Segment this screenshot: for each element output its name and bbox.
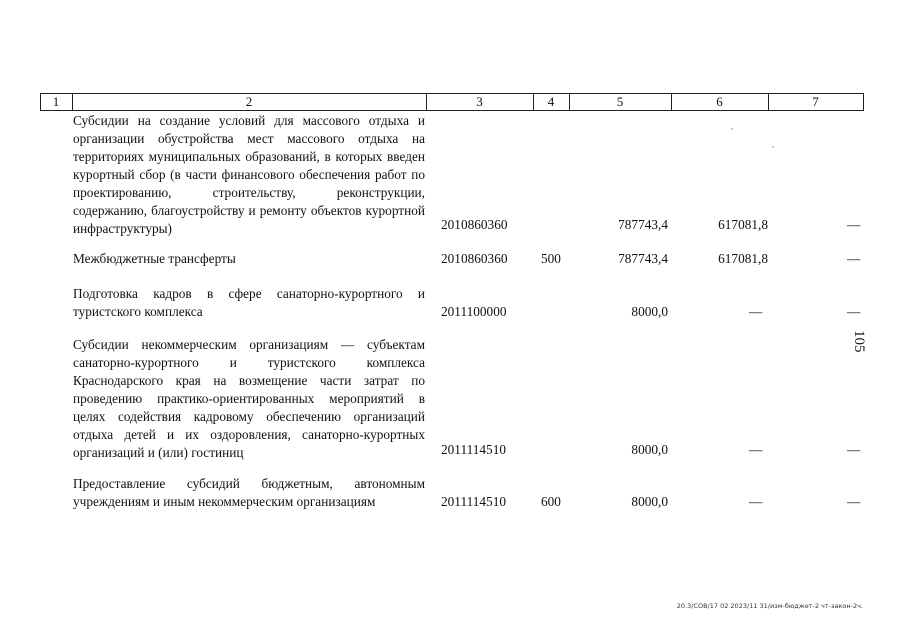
row-1-col5-value: 787743,4 xyxy=(618,217,668,232)
row-5-col5-value: 8000,0 xyxy=(631,494,668,509)
row-3-description: Подготовка кадров в сфере санаторно-курортного и туристского комплекса xyxy=(73,286,425,319)
row-4-col5-value: 8000,0 xyxy=(631,442,668,457)
row-3-code: 2011100000 xyxy=(441,304,507,319)
row-1-col6-value: 617081,8 xyxy=(718,217,768,232)
row-2-vr: 500 xyxy=(541,251,561,266)
row-4-col7-value: — xyxy=(847,442,861,457)
row-1-description: Субсидии на создание условий для массового отдыха и организации обустройства мест массового отдыха на территориях муниципальных образований, в которых введен курортный сбор (в части финансового обеспечения работ по проектированию, строительству, реконструкции, содержанию, благоустройству и ремонту объектов курортной инфраструктуры) xyxy=(73,113,425,236)
header-col-4: 4 xyxy=(547,94,555,109)
header-col-1: 1 xyxy=(52,94,60,109)
header-col-3: 3 xyxy=(476,94,483,109)
row-2-description: Межбюджетные трансферты xyxy=(73,251,236,266)
scan-speck xyxy=(772,146,774,148)
footer-note: 20.3/СОВ/17 02 2023/11 31/изм-бюджет-2 чт-закон-2ч. xyxy=(676,602,863,610)
header-bottom-rule xyxy=(40,110,864,111)
row-4-description: Субсидии некоммерческим организациям — субъектам санаторно-курортного и туристского комплекса Краснодарского края на возмещение части затрат по проведению практико-ориентированных мероприятий в целях содействия кадровому обеспечению организаций отдыха детей и их оздоровления, санаторно-курортных организаций и (или) гостиниц xyxy=(73,337,425,460)
header-col-7: 7 xyxy=(812,94,819,109)
page-number: 105 xyxy=(851,330,867,353)
row-5-description: Предоставление субсидий бюджетным, автономным учреждениям и иным некоммерческим организациям xyxy=(73,476,425,509)
scan-speck xyxy=(731,128,733,130)
row-5-col7-value: — xyxy=(847,494,861,509)
row-3-col5-value: 8000,0 xyxy=(631,304,668,319)
row-5-code: 2011114510 xyxy=(441,494,507,509)
row-2-code: 2010860360 xyxy=(441,251,508,266)
header-col-6: 6 xyxy=(716,94,723,109)
row-2-col7-value: — xyxy=(847,251,861,266)
row-4-code: 2011114510 xyxy=(441,442,507,457)
row-3-col7-value: — xyxy=(847,304,861,319)
row-2-col6-value: 617081,8 xyxy=(718,251,768,266)
row-3-col6-value: — xyxy=(749,304,763,319)
header-col-2: 2 xyxy=(245,94,253,109)
header-col-5: 5 xyxy=(616,94,624,109)
row-4-col6-value: — xyxy=(749,442,763,457)
row-5-col6-value: — xyxy=(749,494,763,509)
row-5-vr: 600 xyxy=(541,494,561,509)
column-header-row xyxy=(40,93,864,111)
row-1-col7-value: — xyxy=(847,217,861,232)
row-2-col5-value: 787743,4 xyxy=(618,251,668,266)
row-1-code: 2010860360 xyxy=(441,217,508,232)
header-divider xyxy=(863,93,864,111)
